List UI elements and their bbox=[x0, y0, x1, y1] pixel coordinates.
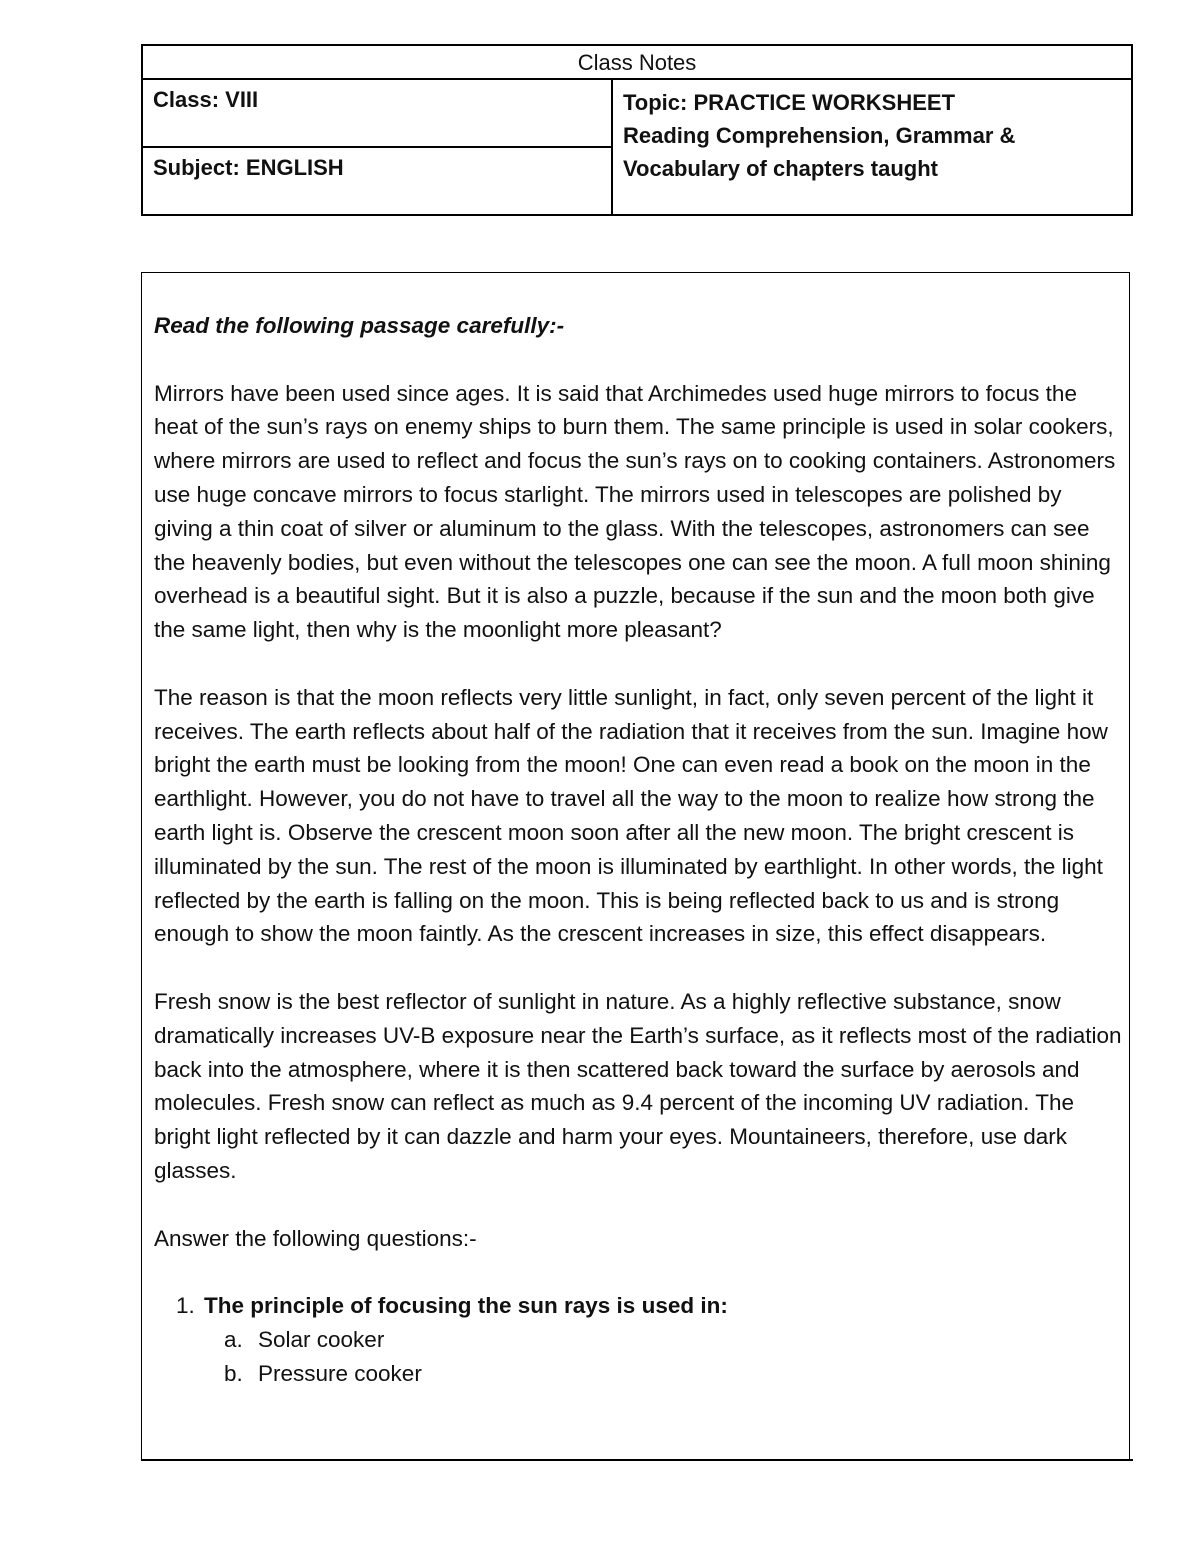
question-1-number: 1. bbox=[176, 1293, 195, 1319]
passage-paragraph-1: Mirrors have been used since ages. It is said that Archimedes used huge mirrors to focus the heat of the sun’s rays on enemy ships to burn them. The same principle is used in solar cookers, where mirrors are used to reflect and focus the sun’s rays on to cooking containers. Astronomers use huge concave mirrors to focus starlight. The mirrors used in telescopes are polished by giving a thin coat of silver or aluminum to the glass. With the telescopes, astronomers can see the heavenly bodies, but even without the telescopes one can see the moon. A full moon shining overhead is a beautiful sight. But it is also a puzzle, because if the sun and the moon both give the same light, then why is the moonlight more pleasant? bbox=[154, 380, 1116, 643]
option-a-letter: a. bbox=[224, 1326, 243, 1352]
questions-heading: Answer the following questions:- bbox=[154, 1225, 477, 1251]
topic-cell bbox=[613, 80, 1131, 214]
option-b-letter: b. bbox=[224, 1360, 243, 1386]
topic-line-1: Topic: PRACTICE WORKSHEET bbox=[623, 90, 956, 115]
header-table bbox=[141, 44, 1133, 216]
question-1-option-b bbox=[154, 1357, 1124, 1391]
passage-bottom-rule bbox=[141, 1459, 1133, 1461]
passage-box bbox=[141, 272, 1130, 1461]
question-1-text: The principle of focusing the sun rays is used in: bbox=[204, 1293, 728, 1319]
question-1 bbox=[154, 1289, 1124, 1323]
topic-line-2: Reading Comprehension, Grammar & bbox=[623, 123, 1016, 148]
class-cell: Class: VIII bbox=[143, 80, 613, 148]
passage-paragraph-3: Fresh snow is the best reflector of sunlight in nature. As a highly reflective substance, snow dramatically increases UV-B exposure near the Earth’s surface, as it reflects most of the radiation back into the atmosphere, where it is then scattered back toward the surface by aerosols and molecules. Fresh snow can reflect as much as 9.4 percent of the incoming UV radiation. The bright light reflected by it can dazzle and harm your eyes. Mountaineers, therefore, use dark glasses. bbox=[154, 988, 1122, 1183]
topic-line-3: Vocabulary of chapters taught bbox=[623, 156, 938, 181]
option-a-text: Solar cooker bbox=[258, 1326, 385, 1352]
passage-instruction: Read the following passage carefully:- bbox=[154, 313, 565, 338]
option-b-text: Pressure cooker bbox=[258, 1360, 422, 1386]
passage-content bbox=[154, 309, 1124, 1391]
header-title: Class Notes bbox=[143, 46, 1131, 80]
subject-cell: Subject: ENGLISH bbox=[143, 148, 613, 214]
passage-paragraph-2: The reason is that the moon reflects very little sunlight, in fact, only seven percent of the light it receives. The earth reflects about half of the radiation that it receives from the sun. Imagine how bright the earth must be looking from the moon! One can even read a book on the moon in the earthlight. However, you do not have to travel all the way to the moon to realize how strong the earth light is. Observe the crescent moon soon after all the new moon. The bright crescent is illuminated by the sun. The rest of the moon is illuminated by earthlight. In other words, the light reflected by the earth is falling on the moon. This is being reflected back to us and is strong enough to show the moon faintly. As the crescent increases in size, this effect disappears. bbox=[154, 684, 1108, 947]
question-1-option-a bbox=[154, 1323, 1124, 1357]
